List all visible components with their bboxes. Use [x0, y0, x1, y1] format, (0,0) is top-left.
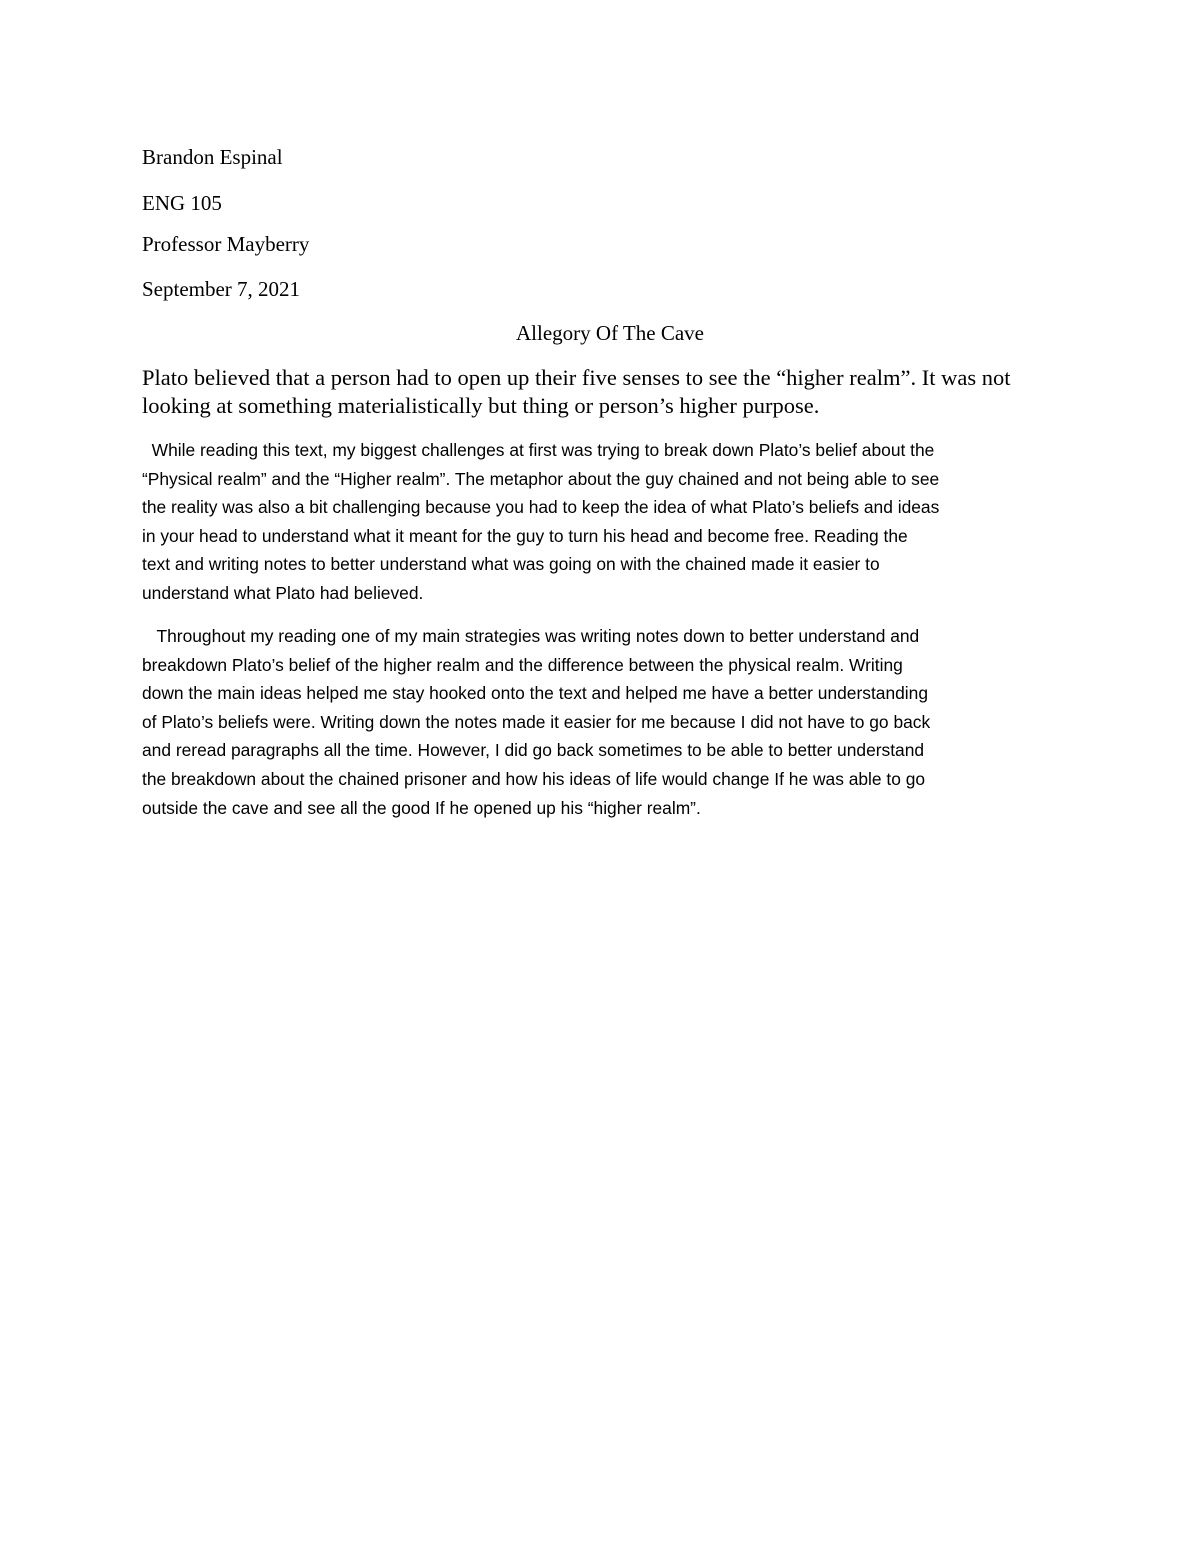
paragraph-line: and reread paragraphs all the time. However, I did go back sometimes to be able to better understand	[142, 740, 925, 761]
paragraph-line: Throughout my reading one of my main strategies was writing notes down to better understand and	[142, 626, 920, 646]
intro-line: looking at something materialistically but thing or person’s higher purpose.	[142, 393, 820, 418]
document-title: Allegory Of The Cave	[516, 321, 704, 345]
paragraph-line: outside the cave and see all the good If he opened up his “higher realm”.	[142, 797, 701, 818]
course-code: ENG 105	[142, 191, 222, 215]
paragraph-line: of Plato’s beliefs were. Writing down the notes made it easier for me because I did not have to go back	[142, 711, 931, 732]
paragraph-line: the reality was also a bit challenging because you had to keep the idea of what Plato’s beliefs and ideas	[142, 497, 940, 518]
professor-name: Professor Mayberry	[142, 232, 310, 256]
author-name: Brandon Espinal	[142, 145, 283, 169]
paragraph-line: in your head to understand what it meant for the guy to turn his head and become free. Reading the	[142, 525, 908, 546]
paragraph-line: understand what Plato had believed.	[142, 582, 424, 603]
intro-line: Plato believed that a person had to open up their five senses to see the “higher realm”. It was not	[142, 365, 1011, 390]
paragraph-line: breakdown Plato’s belief of the higher realm and the difference between the physical realm. Writing	[142, 654, 903, 675]
paragraph-line: “Physical realm” and the “Higher realm”. The metaphor about the guy chained and not being able to see	[142, 468, 940, 489]
body-paragraph-2	[142, 622, 1072, 822]
paragraph-line: the breakdown about the chained prisoner and how his ideas of life would change If he was able to go	[142, 768, 926, 789]
paragraph-line: down the main ideas helped me stay hooked onto the text and helped me have a better understanding	[142, 683, 929, 704]
body-paragraph-1	[142, 436, 1072, 608]
paragraph-line: text and writing notes to better understand what was going on with the chained made it easier to	[142, 554, 880, 575]
intro-paragraph	[142, 364, 1072, 420]
document-date: September 7, 2021	[142, 277, 301, 301]
paragraph-line: While reading this text, my biggest challenges at first was trying to break down Plato’s belief about the	[142, 440, 935, 460]
